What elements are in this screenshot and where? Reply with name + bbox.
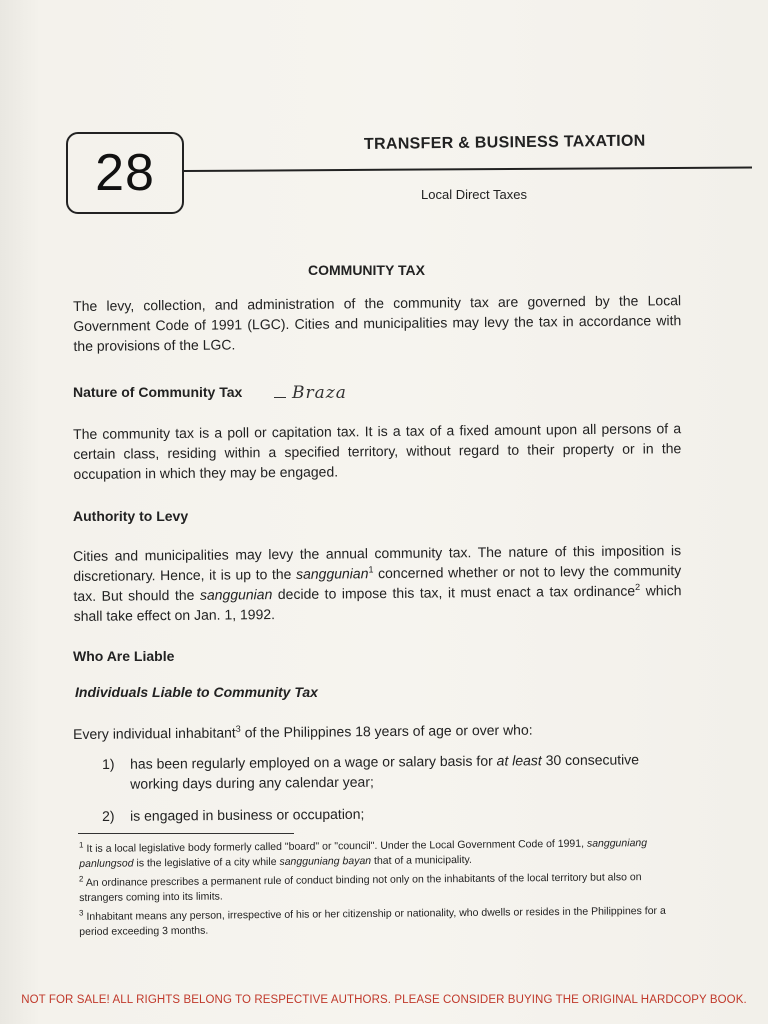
authority-text-1: Cities and municipalities may levy the annual community tax. The nature of this imposition is discretionary. Hence, it is up to the [73,542,682,584]
footnote-text: that of a municipality. [371,853,472,867]
footnote-number: 1 [78,840,84,850]
nature-paragraph: The community tax is a poll or capitation tax. It is a tax of a fixed amount upon all persons of a certain class, residing within a specified territory, without regard to their property or in the occupation in which they may be engaged. [73,420,682,482]
liable-lead-paragraph [73,718,681,744]
footnote-text: Inhabitant means any person, irrespective of his or her citizenship or nationality, who dwells or resides in the Philippines for a period exceeding 3 months. [79,904,666,938]
who-liable-heading: Who Are Liable [73,648,175,664]
intro-paragraph: The levy, collection, and administration of the community tax are governed by the Local Government Code of 1991 (LGC). Cities and municipalities may levy the tax in accordance with the provisions of the LGC. [73,292,682,354]
chapter-number-box [66,132,184,214]
footnote-number: 2 [78,874,84,884]
footnote-ref-2: 2 [635,581,641,592]
list-item-number: 1) [102,755,115,772]
list-item-number: 2) [102,807,115,824]
liable-lead-text-1: Every individual inhabitant [73,724,236,742]
authority-term-2: sanggunian [199,586,273,603]
footnote-text: is the legislative of a city while [133,855,280,870]
list-item-text [130,749,682,794]
handwritten-dash [274,397,286,398]
footnote-text: An ordinance prescribes a permanent rule of conduct binding not only on the inhabitants of the local territory but also on strangers coming into its limits. [79,871,642,904]
authority-heading: Authority to Levy [73,508,189,524]
footnote-2 [79,870,677,906]
footnote-ref-3: 3 [235,723,241,734]
list-item [102,749,682,794]
footnote-number: 3 [78,908,84,918]
authority-term-1: sanggunian [295,565,369,582]
nature-heading [73,384,242,400]
authority-text-4: which shall take effect on Jan. 1, 1992. [73,582,682,624]
chapter-number: 28 [95,144,155,202]
book-title: TRANSFER & BUSINESS TAXATION [363,132,646,153]
handwritten-note: Braza [292,383,347,403]
section-title: COMMUNITY TAX [308,262,425,278]
list-item [102,801,682,826]
list-item-text [130,801,682,826]
authority-text-3: decide to impose this tax, it must enact a tax ordinance [272,582,636,603]
footnote-1 [79,836,677,872]
footnote-rule [78,833,294,834]
list-item-text-part: 30 consecutive working days during any calendar year; [130,751,640,792]
individuals-liable-subheading: Individuals Liable to Community Tax [75,684,318,700]
footnote-ref-1: 1 [368,564,374,575]
list-item-text-part: is engaged in business or occupation; [130,805,365,824]
chapter-subtitle: Local Direct Taxes [421,187,527,202]
footnote-3 [79,904,677,940]
nature-heading-text: Nature of Community Tax [73,384,243,400]
disclaimer-banner: NOT FOR SALE! ALL RIGHTS BELONG TO RESPECTIVE AUTHORS. PLEASE CONSIDER BUYING THE ORIGINAL HARDCOPY BOOK. [21,994,747,1006]
liable-lead-text-2: of the Philippines 18 years of age or over who: [240,721,533,741]
list-item-text-part: has been regularly employed on a wage or salary basis for [130,752,497,772]
footnote-term: sangguniang bayan [279,854,372,868]
footnote-term: sangguniang panlungsod [79,837,648,870]
authority-paragraph [73,540,682,626]
header-rule [184,167,752,172]
footnote-text: It is a local legislative body formerly called "board" or "council". Under the Local Government Code of 1991, [83,837,587,855]
list-item-emphasis: at least [496,752,542,769]
authority-text-2: concerned whether or not to levy the community tax. But should the [73,562,682,604]
